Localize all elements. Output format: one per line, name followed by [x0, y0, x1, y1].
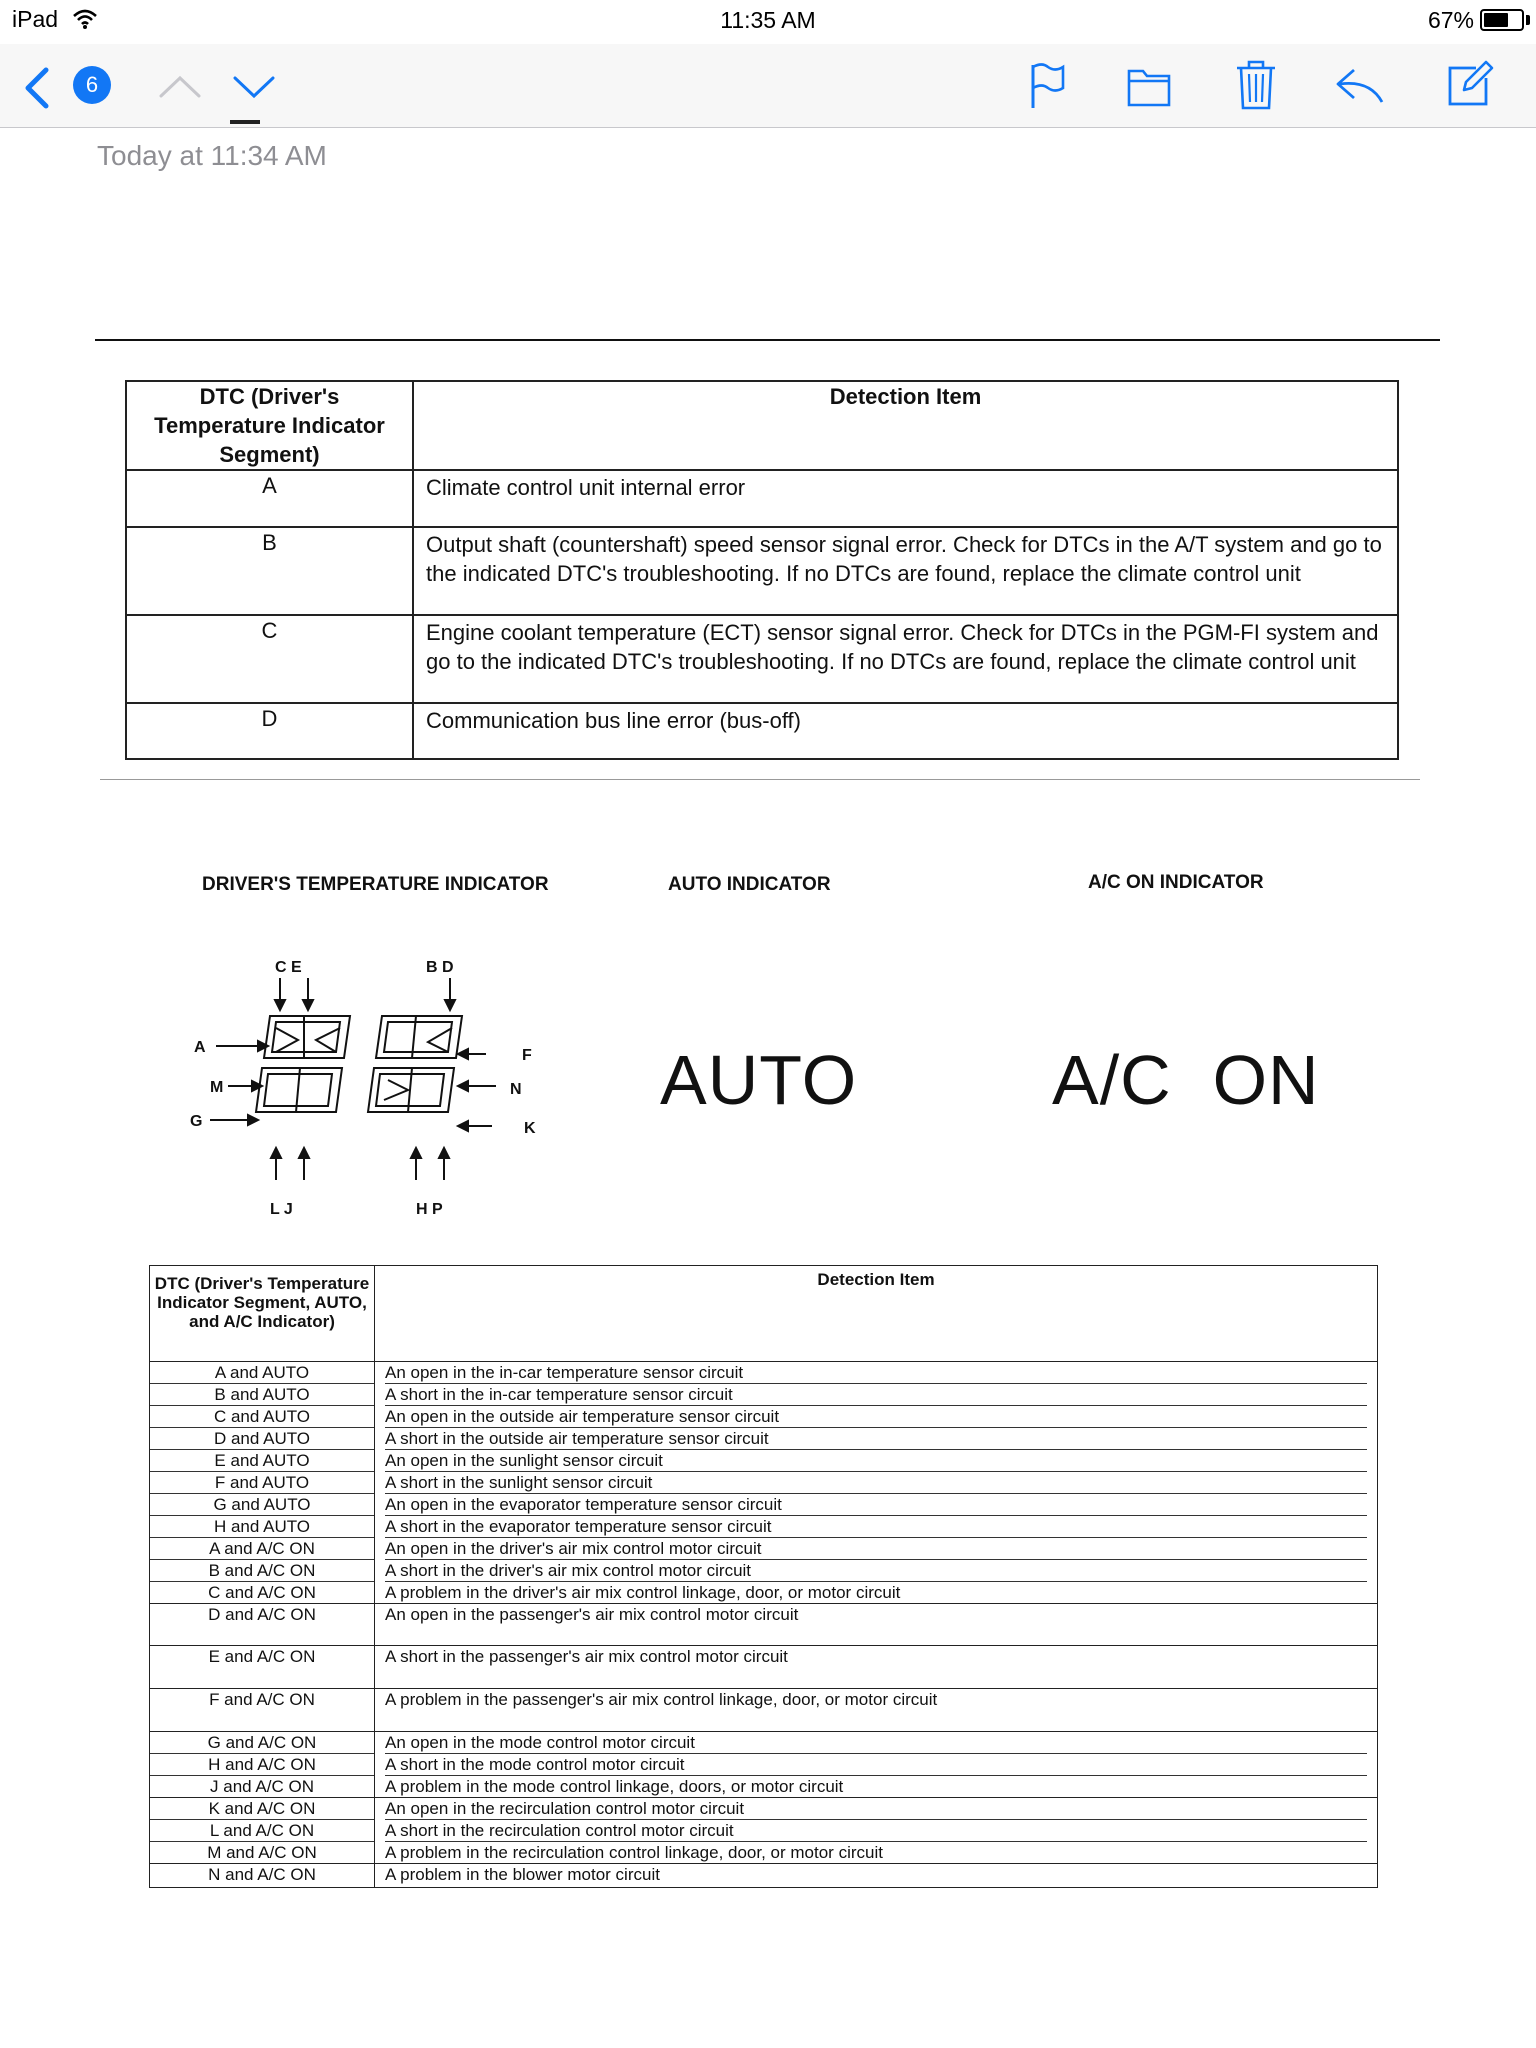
message-date: Today at 11:34 AM: [97, 140, 327, 171]
table2-codes: [150, 1604, 375, 1646]
table2-item: A problem in the passenger's air mix control linkage, door, or motor circuit: [385, 1690, 938, 1709]
label-f: F: [522, 1047, 532, 1064]
label-m: M: [210, 1079, 224, 1096]
up-chevron-icon[interactable]: [158, 72, 202, 107]
driver-temp-indicator-label: DRIVER'S TEMPERATURE INDICATOR: [202, 874, 549, 895]
table2-code: K and A/C ON: [150, 1798, 374, 1820]
table2-code: A and A/C ON: [150, 1538, 374, 1560]
table2-item: An open in the passenger's air mix control motor circuit: [385, 1605, 799, 1624]
battery-percent: 67%: [1427, 7, 1474, 33]
clock: 11:35 AM: [720, 7, 816, 33]
back-chevron-icon[interactable]: [18, 66, 58, 115]
unread-count-badge[interactable]: 6: [73, 66, 111, 104]
table2-code: G and A/C ON: [150, 1732, 374, 1754]
battery-icon: [1480, 9, 1524, 31]
table2-code: A and AUTO: [150, 1362, 374, 1384]
dtc-table-1: [125, 380, 1399, 760]
table2-item: A short in the outside air temperature sensor circuit: [385, 1428, 1367, 1450]
table1-item: Communication bus line error (bus-off): [413, 703, 1398, 759]
table2-item: A problem in the recirculation control linkage, door, or motor circuit: [385, 1843, 883, 1862]
label-bd: B D: [426, 959, 454, 976]
table2-items: [375, 1864, 1378, 1888]
table2-code: D and A/C ON: [208, 1605, 316, 1624]
table2-row-group: [150, 1362, 1378, 1604]
table2-row-group: [150, 1732, 1378, 1798]
table1-code: A: [126, 470, 413, 527]
label-k: K: [524, 1120, 536, 1137]
table2-row-group: [150, 1604, 1378, 1646]
table2-row-group: [150, 1689, 1378, 1732]
table2-code: G and AUTO: [150, 1494, 374, 1516]
table2-item: A problem in the mode control linkage, doors, or motor circuit: [385, 1777, 844, 1796]
table2-header-item: Detection Item: [375, 1266, 1378, 1362]
table1-item: Output shaft (countershaft) speed sensor signal error. Check for DTCs in the A/T system and go to the indicated DTC's troubleshooting. If no DTCs are found, replace the climate control unit: [413, 527, 1398, 615]
battery-tip: [1526, 15, 1530, 25]
label-a: A: [194, 1039, 206, 1056]
table2-item: An open in the recirculation control motor circuit: [385, 1798, 1367, 1820]
device-name: iPad: [12, 6, 59, 32]
table2-item: A problem in the blower motor circuit: [385, 1865, 660, 1884]
horizontal-rule: [95, 339, 1440, 341]
table2-item: An open in the in-car temperature sensor circuit: [385, 1362, 1367, 1384]
table2-item: A problem in the driver's air mix control linkage, door, or motor circuit: [385, 1583, 901, 1602]
table2-code: L and A/C ON: [150, 1820, 374, 1842]
table2-item: A short in the recirculation control motor circuit: [385, 1820, 1367, 1842]
flag-icon[interactable]: [1028, 62, 1068, 115]
table1-code: C: [126, 615, 413, 703]
mail-toolbar: [0, 44, 1536, 128]
table2-codes: [150, 1646, 375, 1689]
auto-indicator-display: AUTO: [660, 1041, 858, 1119]
ac-on-indicator-display: A/C ON: [1052, 1041, 1320, 1119]
table2-codes: [150, 1864, 375, 1888]
table1-code: B: [126, 527, 413, 615]
table1-header-item: Detection Item: [413, 381, 1398, 470]
table2-code: B and AUTO: [150, 1384, 374, 1406]
table2-code: F and A/C ON: [209, 1690, 315, 1709]
label-ce: C E: [275, 959, 302, 976]
table2-codes: [150, 1689, 375, 1732]
table2-code: C and AUTO: [150, 1406, 374, 1428]
table2-items: [375, 1798, 1378, 1864]
table2-code: H and A/C ON: [150, 1754, 374, 1776]
segment-diagram: [180, 950, 580, 1220]
table2-codes: [150, 1732, 375, 1798]
reply-icon[interactable]: [1334, 66, 1386, 111]
table2-code: F and AUTO: [150, 1472, 374, 1494]
table1-item: Climate control unit internal error: [413, 470, 1398, 527]
ac-on-indicator-label: A/C ON INDICATOR: [1088, 872, 1264, 893]
table2-code: H and AUTO: [150, 1516, 374, 1538]
sender-name-clipped: [230, 120, 260, 124]
dtc-table-2: [149, 1265, 1378, 1888]
table2-code: E and AUTO: [150, 1450, 374, 1472]
table2-row-group: [150, 1864, 1378, 1888]
table2-item: An open in the outside air temperature sensor circuit: [385, 1406, 1367, 1428]
label-n: N: [510, 1081, 522, 1098]
divider: [100, 779, 1420, 780]
table2-code: D and AUTO: [150, 1428, 374, 1450]
table2-item: An open in the evaporator temperature sensor circuit: [385, 1494, 1367, 1516]
table2-item: A short in the passenger's air mix control motor circuit: [385, 1647, 788, 1666]
table2-row-group: [150, 1798, 1378, 1864]
table2-item: A short in the evaporator temperature sensor circuit: [385, 1516, 1367, 1538]
battery-level: [1484, 13, 1508, 27]
table2-item: A short in the mode control motor circuit: [385, 1754, 1367, 1776]
compose-icon[interactable]: [1446, 58, 1494, 113]
table1-item: Engine coolant temperature (ECT) sensor signal error. Check for DTCs in the PGM-FI system and go to the indicated DTC's troubleshooting. If no DTCs are found, replace the climate control unit: [413, 615, 1398, 703]
table2-items: [375, 1362, 1378, 1604]
table2-code: M and A/C ON: [207, 1843, 317, 1862]
status-bar: [0, 0, 1536, 40]
table2-code: C and A/C ON: [208, 1583, 316, 1602]
table2-item: An open in the mode control motor circuit: [385, 1732, 1367, 1754]
table2-code: J and A/C ON: [210, 1777, 314, 1796]
table2-header-code: DTC (Driver's Temperature Indicator Segment, AUTO, and A/C Indicator): [150, 1266, 375, 1362]
trash-icon[interactable]: [1234, 58, 1278, 117]
table2-item: An open in the driver's air mix control motor circuit: [385, 1538, 1367, 1560]
label-lj: L J: [270, 1201, 293, 1218]
table1-header-code: DTC (Driver's Temperature Indicator Segment): [126, 381, 413, 470]
table2-codes: [150, 1362, 375, 1604]
table2-item: A short in the sunlight sensor circuit: [385, 1472, 1367, 1494]
table2-items: [375, 1689, 1378, 1732]
table2-items: [375, 1646, 1378, 1689]
label-g: G: [190, 1113, 203, 1130]
auto-indicator-label: AUTO INDICATOR: [668, 874, 831, 895]
table2-code: N and A/C ON: [208, 1865, 316, 1884]
table2-item: A short in the in-car temperature sensor circuit: [385, 1384, 1367, 1406]
table1-code: D: [126, 703, 413, 759]
table2-row-group: [150, 1646, 1378, 1689]
table2-items: [375, 1604, 1378, 1646]
table2-item: A short in the driver's air mix control motor circuit: [385, 1560, 1367, 1582]
label-hp: H P: [416, 1201, 443, 1218]
folder-icon[interactable]: [1126, 66, 1172, 113]
table2-item: An open in the sunlight sensor circuit: [385, 1450, 1367, 1472]
table2-codes: [150, 1798, 375, 1864]
table2-items: [375, 1732, 1378, 1798]
down-chevron-icon[interactable]: [232, 72, 276, 107]
table2-code: E and A/C ON: [208, 1647, 316, 1666]
table2-code: B and A/C ON: [150, 1560, 374, 1582]
